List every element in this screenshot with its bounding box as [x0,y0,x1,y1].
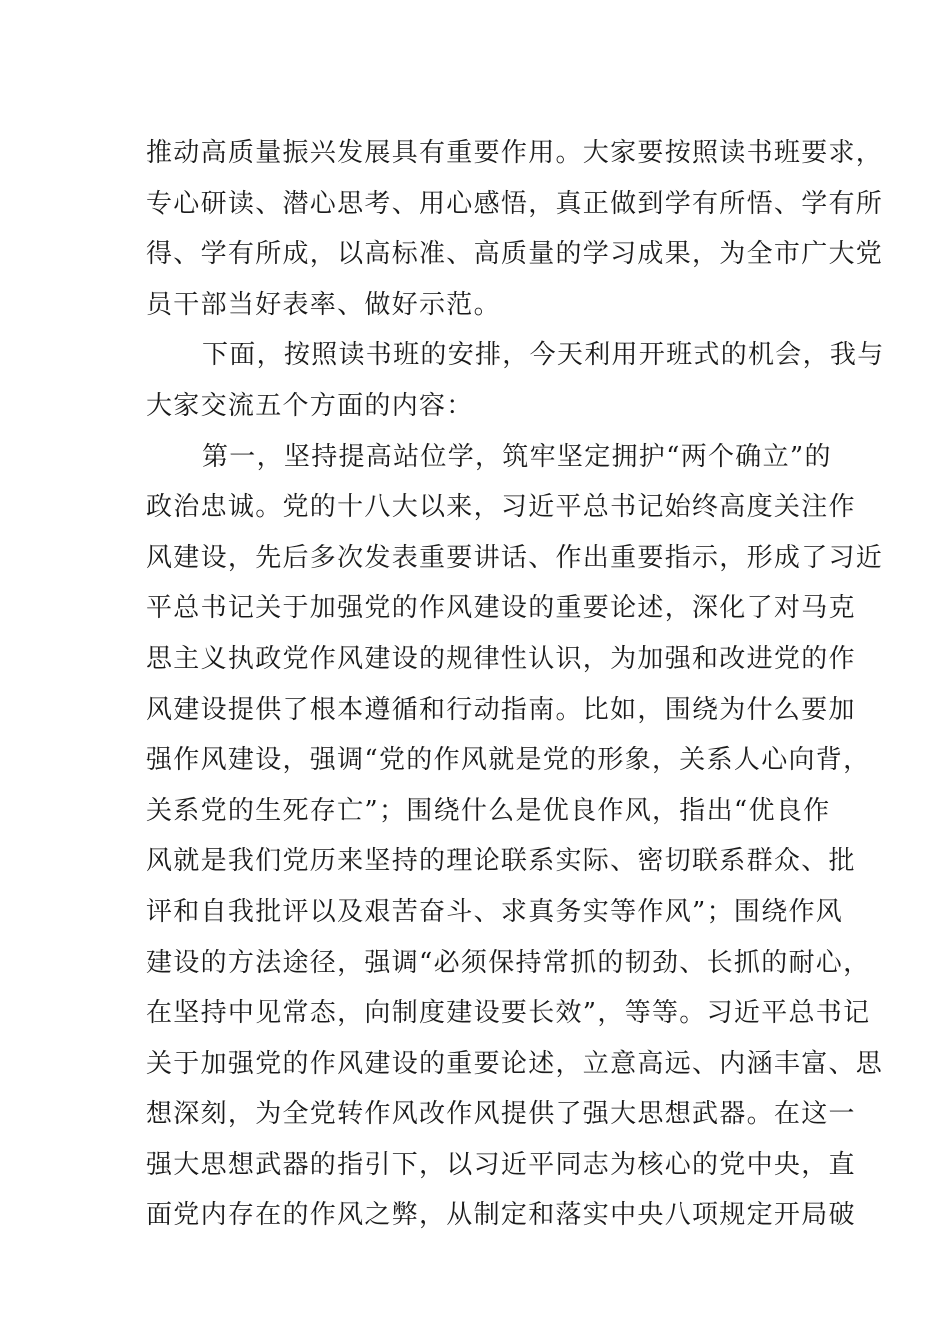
text-line: 强大思想武器的指引下，以习近平同志为核心的党中央，直 [146,1149,856,1180]
text-line: 大家交流五个方面的内容： [146,390,474,421]
text-line: 强作风建设，强调“党的作风就是党的形象，关系人心向背， [146,745,871,776]
text-line: 员干部当好表率、做好示范。 [146,289,501,320]
text-line: 思主义执政党作风建设的规律性认识，为加强和改进党的作 [146,643,856,674]
text-line: 关系党的生死存亡”；围绕什么是优良作风，指出“优良作 [146,795,831,826]
text-line: 风就是我们党历来坚持的理论联系实际、密切联系群众、批 [146,846,856,877]
text-line: 风建设，先后多次发表重要讲话、作出重要指示，形成了习近 [146,542,884,573]
text-line: 得、学有所成，以高标准、高质量的学习成果，为全市广大党 [146,239,884,270]
paragraph-start-line: 第一，坚持提高站位学，筑牢坚定拥护“两个确立”的 [202,441,832,472]
text-line: 想深刻，为全党转作风改作风提供了强大思想武器。在这一 [146,1099,856,1130]
text-line: 面党内存在的作风之弊，从制定和落实中央八项规定开局破 [146,1200,856,1231]
text-line: 在坚持中见常态，向制度建设要长效”，等等。习近平总书记 [146,998,871,1029]
text-line: 政治忠诚。党的十八大以来，习近平总书记始终高度关注作 [146,492,856,523]
text-line: 专心研读、潜心思考、用心感悟，真正做到学有所悟、学有所 [146,188,884,219]
text-line: 关于加强党的作风建设的重要论述，立意高远、内涵丰富、思 [146,1048,884,1079]
text-line: 推动高质量振兴发展具有重要作用。大家要按照读书班要求， [146,138,884,168]
text-line: 评和自我批评以及艰苦奋斗、求真务实等作风”；围绕作风 [146,896,844,927]
text-line: 建设的方法途径，强调“必须保持常抓的韧劲、长抓的耐心， [146,947,871,978]
paragraph-start-line: 下面，按照读书班的安排，今天利用开班式的机会，我与 [202,340,885,371]
text-line: 风建设提供了根本遵循和行动指南。比如，围绕为什么要加 [146,694,856,725]
body-text [146,128,885,1241]
text-line: 平总书记关于加强党的作风建设的重要论述，深化了对马克 [146,593,856,624]
